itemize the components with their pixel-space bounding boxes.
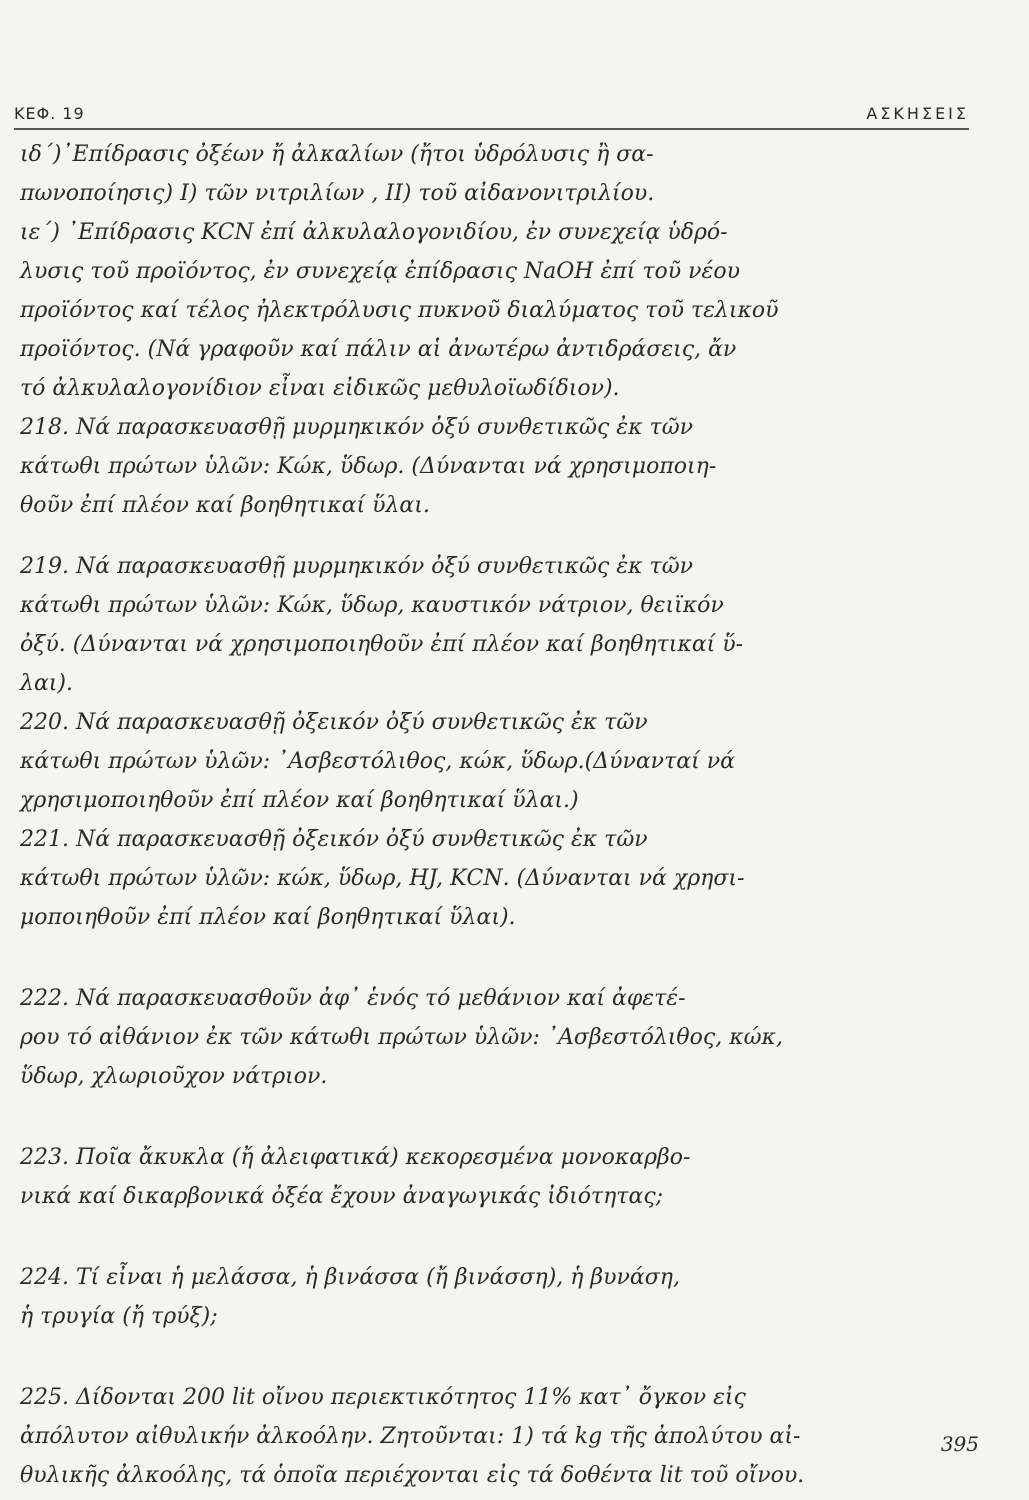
exercise-225: 225. Δίδονται 200 lit οἴνου περιεκτικότητος 11% κατ᾽ ὄγκον εἰς	[20, 1385, 746, 1410]
text-line: πωνοποίησις) I) τῶν νιτριλίων , II) τοῦ αἰδανονιτριλίου.	[20, 181, 655, 206]
exercise-219: 219. Νά παρασκευασθῇ μυρμηκικόν ὀξύ συνθετικῶς ἐκ τῶν	[20, 554, 694, 579]
chapter-label: ΚΕΦ. 19	[14, 104, 85, 123]
text-line: προϊόντος καί τέλος ἠλεκτρόλυσις πυκνοῦ διαλύματος τοῦ τελικοῦ	[20, 298, 779, 323]
page-header	[14, 98, 969, 130]
text-line: χρησιμοποιηθοῦν ἐπί πλέον καί βοηθητικαί ὕλαι.)	[20, 788, 579, 813]
text-line: ὀξύ. (Δύνανται νά χρησιμοποιηθοῦν ἐπί πλέον καί βοηθητικαί ὕ-	[20, 632, 744, 657]
body-text	[20, 135, 995, 1495]
text-line: θυλικῆς ἀλκοόλης, τά ὁποῖα περιέχονται εἰς τά δοθέντα lit τοῦ οἴνου.	[20, 1463, 805, 1488]
text-line: ὕδωρ, χλωριοῦχον νάτριον.	[20, 1064, 328, 1089]
page-number: 395	[940, 1432, 979, 1456]
exercise-221: 221. Νά παρασκευασθῇ ὀξεικόν ὀξύ συνθετικῶς ἐκ τῶν	[20, 827, 648, 852]
text-line: λαι).	[20, 671, 74, 696]
exercise-222: 222. Νά παρασκευασθοῦν ἀφ᾽ ἑνός τό μεθάνιον καί ἀφετέ-	[20, 986, 686, 1011]
text-line: ιδ´)᾽Επίδρασις ὀξέων ἤ ἀλκαλίων (ἤτοι ὑδρόλυσις ἢ σα-	[20, 142, 654, 167]
section-title: ΑΣΚΗΣΕΙΣ	[866, 104, 969, 123]
text-line: κάτωθι πρώτων ὑλῶν: ᾽Ασβεστόλιθος, κώκ, ὕδωρ.(Δύνανταί νά	[20, 749, 735, 774]
text-line: τό ἀλκυλαλογονίδιον εἶναι εἰδικῶς μεθυλοϊωδίδιον).	[20, 376, 620, 401]
text-line: ἀπόλυτον αἰθυλικήν ἀλκοόλην. Ζητοῦνται: 1) τά kg τῆς ἀπολύτου αἰ-	[20, 1424, 801, 1449]
text-line: ιε´) ᾽Επίδρασις ΚCN ἐπί ἀλκυλαλογονιδίου, ἐν συνεχείᾳ ὑδρό-	[20, 220, 728, 245]
text-line: κάτωθι πρώτων ὑλῶν: κώκ, ὕδωρ, ΗJ, ΚCΝ. (Δύνανται νά χρησι-	[20, 866, 745, 891]
text-line: ἡ τρυγία (ἤ τρύξ);	[20, 1304, 218, 1329]
exercise-224: 224. Τί εἶναι ἡ μελάσσα, ἡ βινάσσα (ἤ βινάσση), ἡ βυνάση,	[20, 1265, 680, 1290]
text-line: ρου τό αἰθάνιον ἐκ τῶν κάτωθι πρώτων ὑλῶν: ᾽Ασβεστόλιθος, κώκ,	[20, 1025, 783, 1050]
text-line: θοῦν ἐπί πλέον καί βοηθητικαί ὕλαι.	[20, 493, 430, 518]
exercise-220: 220. Νά παρασκευασθῇ ὀξεικόν ὀξύ συνθετικῶς ἐκ τῶν	[20, 710, 648, 735]
text-line: μοποιηθοῦν ἐπί πλέον καί βοηθητικαί ὕλαι).	[20, 905, 516, 930]
text-line: νικά καί δικαρβονικά ὀξέα ἔχουν ἀναγωγικάς ἰδιότητας;	[20, 1184, 664, 1209]
text-line: λυσις τοῦ προϊόντος, ἐν συνεχείᾳ ἐπίδρασις ΝaΟΗ ἐπί τοῦ νέου	[20, 259, 740, 284]
exercise-223: 223. Ποῖα ἄκυκλα (ἤ ἀλειφατικά) κεκορεσμένα μονοκαρβο-	[20, 1145, 691, 1170]
text-line: κάτωθι πρώτων ὑλῶν: Κώκ, ὕδωρ, καυστικόν νάτριον, θειϊκόν	[20, 593, 724, 618]
exercise-218: 218. Νά παρασκευασθῇ μυρμηκικόν ὀξύ συνθετικῶς ἐκ τῶν	[20, 415, 694, 440]
text-line: προϊόντος. (Νά γραφοῦν καί πάλιν αἱ ἀνωτέρω ἀντιδράσεις, ἄν	[20, 337, 737, 362]
text-line: κάτωθι πρώτων ὑλῶν: Κώκ, ὕδωρ. (Δύνανται νά χρησιμοποιη-	[20, 454, 717, 479]
